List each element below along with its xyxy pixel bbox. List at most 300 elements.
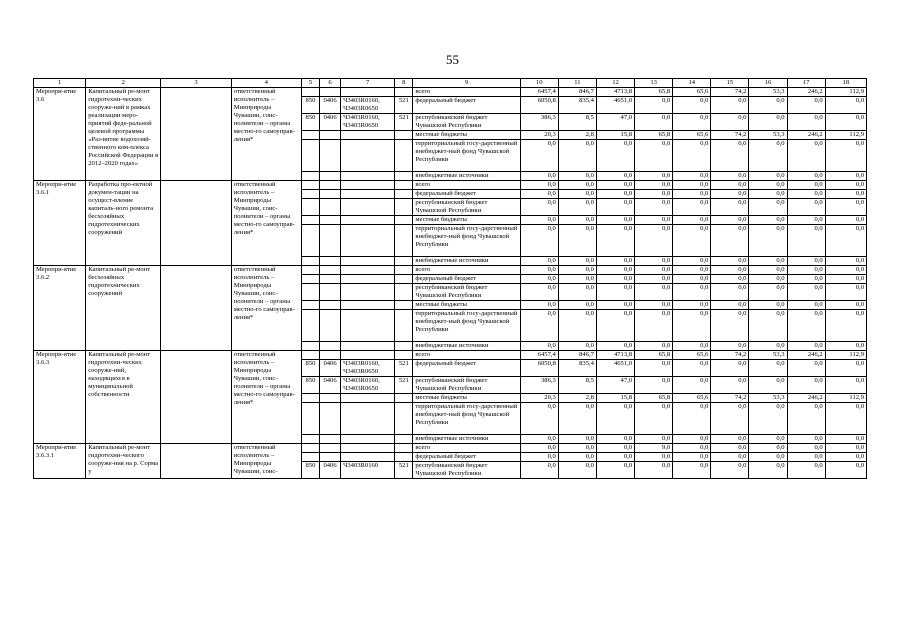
amount-cell: 0,0 (787, 453, 825, 462)
amount-cell: 0,0 (787, 225, 825, 257)
funding-source: всего (413, 444, 520, 453)
expense-type-code (395, 225, 413, 257)
amount-cell: 0,0 (520, 172, 558, 181)
executor-cell: ответственный исполнитель – Минприроды Чувашии, соис-полнители – органы местно-го самоуправ-ления* (231, 266, 301, 351)
section-code (320, 310, 341, 342)
amount-cell: 0,0 (596, 275, 634, 284)
page-number: 55 (446, 52, 459, 67)
expense-type-code (395, 190, 413, 199)
column-number-header: 8 (395, 79, 413, 88)
amount-cell: 0,0 (596, 284, 634, 301)
amount-cell: 0,0 (520, 453, 558, 462)
section-code (320, 140, 341, 172)
amount-cell: 0,0 (787, 342, 825, 351)
expense-type-code (395, 342, 413, 351)
amount-cell: 0,0 (673, 266, 711, 275)
expense-type-code (395, 435, 413, 444)
amount-cell: 65,8 (635, 351, 673, 360)
section-code: 0406 (320, 360, 341, 377)
amount-cell: 0,0 (558, 444, 596, 453)
amount-cell: 0,0 (787, 199, 825, 216)
amount-cell: 0,0 (520, 181, 558, 190)
col3-cell (161, 444, 231, 479)
amount-cell: 0,0 (520, 301, 558, 310)
funding-source: республиканский бюджет Чувашской Республики (413, 284, 520, 301)
amount-cell: 0,0 (596, 181, 634, 190)
column-number-header: 15 (711, 79, 749, 88)
amount-cell: 0,0 (787, 444, 825, 453)
grbs-code (301, 284, 319, 301)
amount-cell: 0,0 (520, 190, 558, 199)
amount-cell: 0,0 (825, 190, 866, 199)
amount-cell: 0,0 (711, 181, 749, 190)
amount-cell: 0,0 (711, 444, 749, 453)
amount-cell: 246,2 (787, 394, 825, 403)
amount-cell: 112,9 (825, 394, 866, 403)
amount-cell: 0,0 (596, 266, 634, 275)
amount-cell: 0,0 (749, 190, 787, 199)
amount-cell: 0,0 (749, 377, 787, 394)
amount-cell: 0,0 (635, 453, 673, 462)
target-article-code (341, 342, 395, 351)
grbs-code: 850 (301, 114, 319, 131)
amount-cell: 0,0 (787, 266, 825, 275)
amount-cell: 65,6 (673, 131, 711, 140)
measure-number: Меропри-ятие 3.6.3.1 (34, 444, 86, 479)
amount-cell: 0,0 (558, 140, 596, 172)
amount-cell: 112,9 (825, 88, 866, 97)
amount-cell: 0,0 (558, 342, 596, 351)
amount-cell: 0,0 (596, 444, 634, 453)
amount-cell: 0,0 (596, 199, 634, 216)
amount-cell: 0,0 (520, 310, 558, 342)
amount-cell: 0,0 (787, 435, 825, 444)
expense-type-code (395, 266, 413, 275)
grbs-code (301, 140, 319, 172)
amount-cell: 0,0 (558, 172, 596, 181)
grbs-code (301, 435, 319, 444)
measure-name: Разработка про-ектной докумен-тации на осущест-вление капиталь-ного ремонта бесхозяйных гидротехнических сооружений (86, 181, 161, 266)
grbs-code (301, 301, 319, 310)
amount-cell: 0,0 (520, 266, 558, 275)
amount-cell: 0,0 (520, 462, 558, 479)
funding-source: внебюджетные источники (413, 342, 520, 351)
amount-cell: 0,0 (596, 257, 634, 266)
expense-type-code (395, 275, 413, 284)
grbs-code (301, 257, 319, 266)
grbs-code (301, 403, 319, 435)
amount-cell: 0,0 (596, 190, 634, 199)
grbs-code (301, 131, 319, 140)
column-number-header: 11 (558, 79, 596, 88)
grbs-code (301, 199, 319, 216)
amount-cell: 0,0 (825, 310, 866, 342)
amount-cell: 0,0 (711, 377, 749, 394)
table-row (34, 444, 867, 453)
amount-cell: 0,0 (825, 257, 866, 266)
funding-source: всего (413, 266, 520, 275)
funding-source: внебюджетные источники (413, 172, 520, 181)
amount-cell: 47,0 (596, 377, 634, 394)
amount-cell: 0,0 (673, 140, 711, 172)
amount-cell: 0,0 (749, 266, 787, 275)
column-number-header: 14 (673, 79, 711, 88)
funding-source: федеральный бюджет (413, 360, 520, 377)
amount-cell: 0,0 (787, 140, 825, 172)
amount-cell: 0,0 (635, 284, 673, 301)
amount-cell: 0,0 (711, 257, 749, 266)
grbs-code: 850 (301, 462, 319, 479)
funding-source: местные бюджеты (413, 394, 520, 403)
column-number-header: 4 (231, 79, 301, 88)
target-article-code (341, 131, 395, 140)
amount-cell: 246,2 (787, 88, 825, 97)
column-number-header: 12 (596, 79, 634, 88)
amount-cell: 246,2 (787, 351, 825, 360)
amount-cell: 4651,0 (596, 360, 634, 377)
funding-source: местные бюджеты (413, 301, 520, 310)
column-number-header: 5 (301, 79, 319, 88)
amount-cell: 0,0 (825, 266, 866, 275)
section-code: 0406 (320, 462, 341, 479)
amount-cell: 0,0 (520, 444, 558, 453)
section-code (320, 88, 341, 97)
amount-cell: 6050,8 (520, 97, 558, 114)
funding-source: территориальный госу-дарственный внебюджет-ный фонд Чувашской Республики (413, 225, 520, 257)
amount-cell: 0,0 (635, 216, 673, 225)
grbs-code: 850 (301, 377, 319, 394)
amount-cell: 0,0 (749, 225, 787, 257)
table-row (34, 88, 867, 97)
section-code (320, 216, 341, 225)
section-code (320, 435, 341, 444)
amount-cell: 0,0 (711, 342, 749, 351)
expense-type-code (395, 403, 413, 435)
expense-type-code (395, 301, 413, 310)
amount-cell: 0,0 (787, 377, 825, 394)
amount-cell: 0,0 (711, 435, 749, 444)
amount-cell: 0,0 (825, 216, 866, 225)
amount-cell: 0,0 (711, 140, 749, 172)
amount-cell: 65,8 (635, 394, 673, 403)
amount-cell: 2,8 (558, 131, 596, 140)
amount-cell: 0,0 (596, 403, 634, 435)
amount-cell: 8,5 (558, 114, 596, 131)
amount-cell: 0,0 (787, 403, 825, 435)
amount-cell: 0,0 (825, 360, 866, 377)
target-article-code (341, 394, 395, 403)
grbs-code (301, 342, 319, 351)
amount-cell: 0,0 (558, 403, 596, 435)
amount-cell: 0,0 (825, 225, 866, 257)
amount-cell: 0,0 (635, 190, 673, 199)
grbs-code (301, 88, 319, 97)
amount-cell: 0,0 (825, 377, 866, 394)
amount-cell: 0,0 (749, 172, 787, 181)
expense-type-code (395, 181, 413, 190)
grbs-code (301, 190, 319, 199)
amount-cell: 15,8 (596, 394, 634, 403)
target-article-code (341, 266, 395, 275)
column-number-header: 9 (413, 79, 520, 88)
amount-cell: 246,2 (787, 131, 825, 140)
amount-cell: 0,0 (711, 225, 749, 257)
amount-cell: 6457,4 (520, 88, 558, 97)
amount-cell: 112,9 (825, 351, 866, 360)
section-code (320, 342, 341, 351)
amount-cell: 20,3 (520, 394, 558, 403)
amount-cell: 0,0 (673, 284, 711, 301)
amount-cell: 0,0 (596, 453, 634, 462)
target-article-code (341, 181, 395, 190)
expense-type-code: 521 (395, 360, 413, 377)
amount-cell: 0,0 (711, 114, 749, 131)
section-code (320, 131, 341, 140)
amount-cell: 0,0 (635, 114, 673, 131)
expense-type-code (395, 88, 413, 97)
grbs-code (301, 266, 319, 275)
amount-cell: 0,0 (673, 172, 711, 181)
column-number-header: 10 (520, 79, 558, 88)
amount-cell: 0,0 (749, 199, 787, 216)
grbs-code (301, 181, 319, 190)
amount-cell: 0,0 (520, 225, 558, 257)
amount-cell: 0,0 (673, 403, 711, 435)
section-code (320, 275, 341, 284)
amount-cell: 0,0 (635, 257, 673, 266)
column-number-row (34, 79, 867, 88)
amount-cell: 0,0 (635, 462, 673, 479)
amount-cell: 0,0 (787, 360, 825, 377)
grbs-code: 850 (301, 360, 319, 377)
amount-cell: 0,0 (558, 257, 596, 266)
amount-cell: 0,0 (711, 199, 749, 216)
amount-cell: 0,0 (711, 97, 749, 114)
column-number-header: 6 (320, 79, 341, 88)
amount-cell: 53,3 (749, 88, 787, 97)
measure-name: Капитальный ре-монт гидротехни-ческого сооруже-ния на р. Сорма у (86, 444, 161, 479)
amount-cell: 0,0 (673, 301, 711, 310)
amount-cell: 74,2 (711, 88, 749, 97)
target-article-code (341, 435, 395, 444)
amount-cell: 74,2 (711, 131, 749, 140)
amount-cell: 0,0 (711, 310, 749, 342)
column-number-header: 3 (161, 79, 231, 88)
amount-cell: 0,0 (673, 275, 711, 284)
amount-cell: 0,0 (673, 435, 711, 444)
column-number-header: 7 (341, 79, 395, 88)
amount-cell: 0,0 (635, 403, 673, 435)
amount-cell: 0,0 (787, 257, 825, 266)
amount-cell: 0,0 (825, 114, 866, 131)
executor-cell: ответственный исполнитель – Минприроды Чувашии, соис-полнители – органы местно-го самоуправ-ления* (231, 181, 301, 266)
expense-type-code: 521 (395, 114, 413, 131)
amount-cell: 0,0 (635, 97, 673, 114)
section-code (320, 257, 341, 266)
amount-cell: 9,0 (635, 444, 673, 453)
grbs-code (301, 275, 319, 284)
funding-source: республиканский бюджет Чувашской Республики (413, 377, 520, 394)
funding-source: территориальный госу-дарственный внебюджет-ный фонд Чувашской Республики (413, 140, 520, 172)
section-code (320, 394, 341, 403)
table-row (34, 181, 867, 190)
col3-cell (161, 351, 231, 444)
section-code (320, 225, 341, 257)
amount-cell: 0,0 (749, 462, 787, 479)
amount-cell: 0,0 (711, 403, 749, 435)
amount-cell: 0,0 (825, 275, 866, 284)
amount-cell: 0,0 (558, 435, 596, 444)
amount-cell: 0,0 (825, 172, 866, 181)
amount-cell: 846,7 (558, 351, 596, 360)
target-article-code (341, 301, 395, 310)
amount-cell: 6457,4 (520, 351, 558, 360)
amount-cell: 0,0 (749, 435, 787, 444)
amount-cell: 0,0 (520, 275, 558, 284)
amount-cell: 0,0 (520, 284, 558, 301)
measure-number: Меропри-ятие 3.6.3 (34, 351, 86, 444)
amount-cell: 0,0 (711, 275, 749, 284)
amount-cell: 0,0 (596, 301, 634, 310)
amount-cell: 0,0 (711, 301, 749, 310)
grbs-code (301, 310, 319, 342)
section-code (320, 301, 341, 310)
target-article-code: Ч3403R0160, Ч3403R0650 (341, 97, 395, 114)
funding-source: территориальный госу-дарственный внебюджет-ный фонд Чувашской Республики (413, 403, 520, 435)
amount-cell: 0,0 (787, 97, 825, 114)
amount-cell: 0,0 (673, 225, 711, 257)
amount-cell: 0,0 (635, 199, 673, 216)
amount-cell: 0,0 (635, 435, 673, 444)
amount-cell: 0,0 (825, 453, 866, 462)
expense-type-code (395, 351, 413, 360)
executor-cell: ответственный исполнитель – Минприроды Чувашии, соис- (231, 444, 301, 479)
target-article-code (341, 275, 395, 284)
amount-cell: 0,0 (825, 284, 866, 301)
amount-cell: 0,0 (635, 342, 673, 351)
target-article-code: Ч3403R0160 (341, 462, 395, 479)
target-article-code (341, 403, 395, 435)
amount-cell: 0,0 (749, 216, 787, 225)
section-code: 0406 (320, 377, 341, 394)
amount-cell: 65,6 (673, 394, 711, 403)
amount-cell: 386,3 (520, 114, 558, 131)
section-code: 0406 (320, 114, 341, 131)
expense-type-code (395, 172, 413, 181)
amount-cell: 0,0 (825, 435, 866, 444)
target-article-code (341, 216, 395, 225)
amount-cell: 0,0 (711, 216, 749, 225)
column-number-header: 1 (34, 79, 86, 88)
amount-cell: 0,0 (673, 360, 711, 377)
amount-cell: 65,6 (673, 351, 711, 360)
grbs-code (301, 225, 319, 257)
amount-cell: 0,0 (673, 444, 711, 453)
amount-cell: 4713,8 (596, 351, 634, 360)
expense-type-code: 521 (395, 462, 413, 479)
section-code (320, 444, 341, 453)
amount-cell: 74,2 (711, 351, 749, 360)
funding-source: федеральный бюджет (413, 97, 520, 114)
amount-cell: 0,0 (825, 342, 866, 351)
expense-type-code (395, 216, 413, 225)
amount-cell: 0,0 (749, 257, 787, 266)
amount-cell: 0,0 (558, 181, 596, 190)
amount-cell: 0,0 (787, 114, 825, 131)
section-code (320, 351, 341, 360)
target-article-code: Ч3403R0160, Ч3403R0650 (341, 360, 395, 377)
amount-cell: 0,0 (787, 216, 825, 225)
amount-cell: 0,0 (635, 301, 673, 310)
amount-cell: 65,8 (635, 131, 673, 140)
budget-table (33, 78, 867, 479)
section-code (320, 266, 341, 275)
measure-name: Капитальный ре-монт гидротехни-ческих сооруже-ний в рамках реализации меро-приятий феде-ральной целевой программы «Раз-витие водохозяй-ственного ком-плекса Российской Федерации в 2012–2020 годах» (86, 88, 161, 181)
amount-cell: 0,0 (711, 284, 749, 301)
target-article-code (341, 225, 395, 257)
section-code (320, 403, 341, 435)
amount-cell: 0,0 (711, 360, 749, 377)
expense-type-code (395, 310, 413, 342)
amount-cell: 112,9 (825, 131, 866, 140)
expense-type-code (395, 453, 413, 462)
amount-cell: 0,0 (749, 342, 787, 351)
amount-cell: 0,0 (596, 216, 634, 225)
amount-cell: 0,0 (825, 140, 866, 172)
amount-cell: 0,0 (558, 301, 596, 310)
amount-cell: 53,3 (749, 394, 787, 403)
amount-cell: 0,0 (596, 225, 634, 257)
amount-cell: 0,0 (749, 444, 787, 453)
section-code: 0406 (320, 97, 341, 114)
amount-cell: 0,0 (787, 190, 825, 199)
amount-cell: 0,0 (673, 97, 711, 114)
amount-cell: 0,0 (825, 444, 866, 453)
grbs-code (301, 216, 319, 225)
amount-cell: 0,0 (635, 225, 673, 257)
amount-cell: 6050,8 (520, 360, 558, 377)
expense-type-code (395, 284, 413, 301)
amount-cell: 0,0 (673, 342, 711, 351)
funding-source: республиканский бюджет Чувашской Республики (413, 462, 520, 479)
funding-source: республиканский бюджет Чувашской Республики (413, 114, 520, 131)
grbs-code (301, 444, 319, 453)
amount-cell: 0,0 (749, 360, 787, 377)
expense-type-code: 521 (395, 97, 413, 114)
expense-type-code (395, 140, 413, 172)
amount-cell: 2,8 (558, 394, 596, 403)
amount-cell: 0,0 (825, 301, 866, 310)
amount-cell: 0,0 (711, 172, 749, 181)
target-article-code: Ч3403R0160, Ч3403R0650 (341, 114, 395, 131)
amount-cell: 0,0 (596, 310, 634, 342)
amount-cell: 0,0 (673, 453, 711, 462)
amount-cell: 0,0 (825, 462, 866, 479)
amount-cell: 0,0 (749, 181, 787, 190)
amount-cell: 0,0 (635, 172, 673, 181)
target-article-code (341, 453, 395, 462)
amount-cell: 4651,0 (596, 97, 634, 114)
section-code (320, 190, 341, 199)
amount-cell: 8,5 (558, 377, 596, 394)
amount-cell: 0,0 (749, 275, 787, 284)
amount-cell: 0,0 (673, 181, 711, 190)
amount-cell: 835,4 (558, 360, 596, 377)
funding-source: местные бюджеты (413, 216, 520, 225)
amount-cell: 0,0 (673, 199, 711, 216)
amount-cell: 0,0 (749, 140, 787, 172)
funding-source: республиканский бюджет Чувашской Республики (413, 199, 520, 216)
